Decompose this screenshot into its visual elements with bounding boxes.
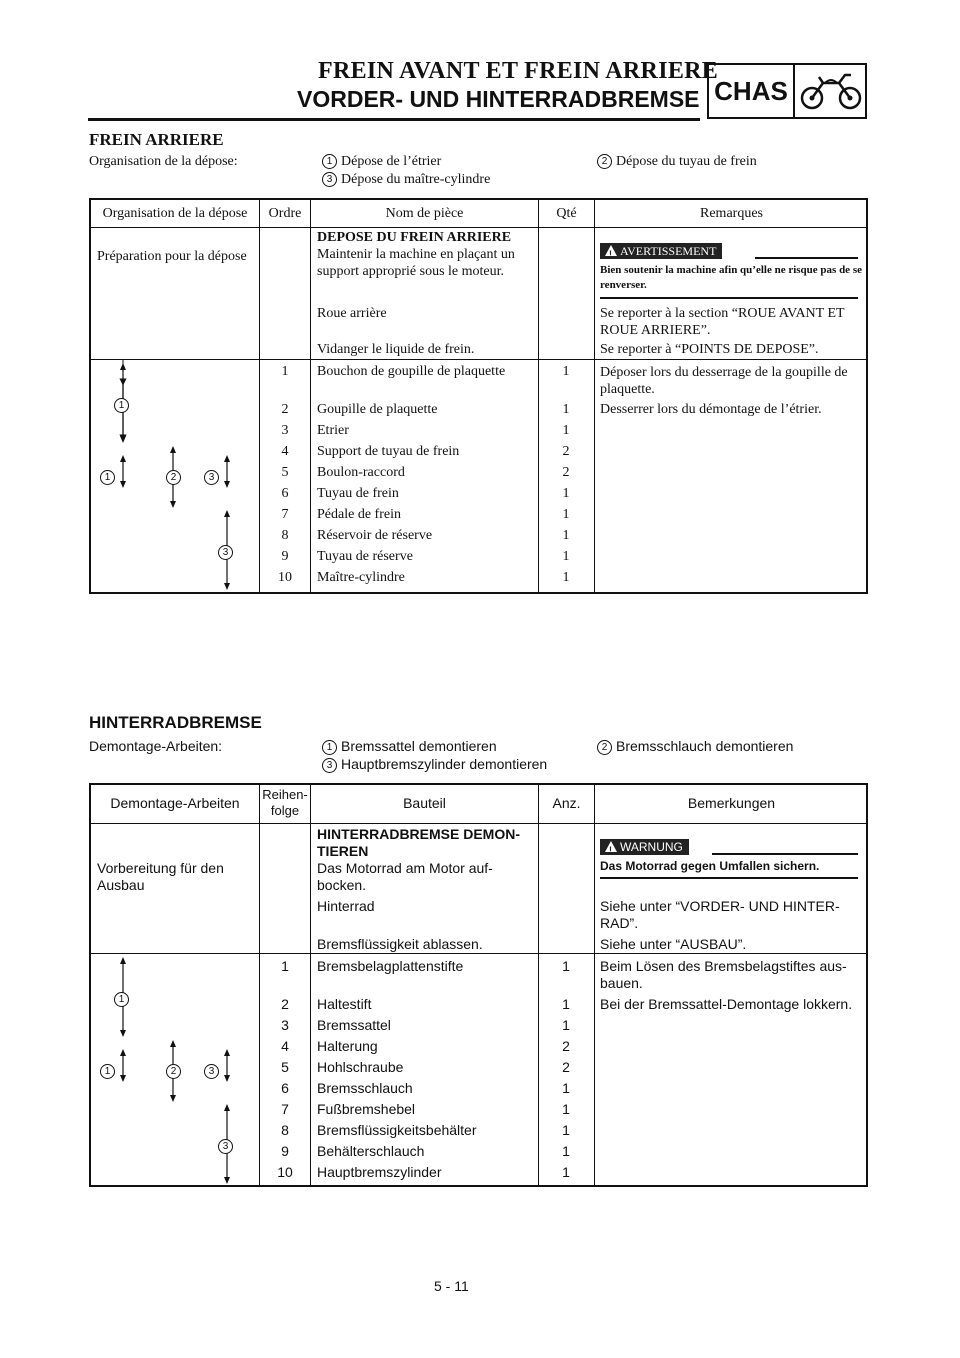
table-row: 6 Tuyau de frein 1 [281,486,570,501]
step-number: 1 [322,740,337,755]
group-number: 1 [114,992,129,1007]
motorcycle-icon [799,71,863,111]
prep-item: Maintenir la machine en plaçant un support approprié sous le moteur. [317,247,515,279]
prep-item: Hinterrad [317,898,375,914]
table-row: 7 Pédale de frein 1 [281,507,570,522]
table-row: 4 Halterung 2 [281,1038,570,1054]
table-row: 5 Hohlschraube 2 [281,1059,570,1075]
warning-text: Bien soutenir la machine afin qu’elle ne risque pas de se renverser. [600,264,862,291]
prep-label: Préparation pour la dépose [97,249,247,264]
warning-rule [600,877,858,879]
warning-badge: ! AVERTISSEMENT [600,243,722,259]
group-number: 3 [218,1139,233,1154]
removal-table-german [89,783,868,1187]
group-number: 1 [114,398,129,413]
remark: Siehe unter “AUSBAU”. [600,936,747,952]
step-number: 3 [322,758,337,773]
step-1-german: 1 Bremssattel demontieren [322,738,497,755]
warning-rule [712,853,858,855]
column-header: Nom de pièce [385,206,464,221]
step-1-french: 1 Dépose de l’étrier [322,154,441,170]
group-number: 3 [204,1064,219,1079]
intro-label-german: Demontage-Arbeiten: [89,738,223,754]
page-number: 5 - 11 [434,1278,469,1294]
table-row: 10 Maître-cylindre 1 [278,570,570,585]
group-number: 1 [100,1064,115,1079]
group-number: 2 [166,1064,181,1079]
column-header: Ordre [268,206,302,221]
page-title-german: VORDER- UND HINTERRADBREMSE [297,86,700,112]
table-row: 8 Bremsflüssigkeitsbehälter 1 [281,1122,570,1138]
warning-badge: ! WARNUNG [600,839,689,855]
table-row: 9 Tuyau de réserve 1 [281,549,570,564]
step-3-french: 3 Dépose du maître-cylindre [322,172,490,188]
chassis-badge-label: CHAS [714,76,788,106]
column-header: Bauteil [403,795,446,811]
table-row: 8 Réservoir de réserve 1 [281,528,570,543]
prep-label: Vorbereitung für den Ausbau [97,860,224,893]
prep-heading: DEPOSE DU FREIN ARRIERE [317,230,512,245]
prep-item: Das Motorrad am Motor auf- bocken. [317,860,493,893]
warning-icon [605,245,617,256]
table-row: 1 Bouchon de goupille de plaquette 1 [281,364,570,379]
prep-item: Vidanger le liquide de frein. [317,342,475,357]
prep-item: Bremsflüssigkeit ablassen. [317,936,483,952]
table-row: 10 Hauptbremszylinder 1 [277,1164,570,1180]
table-row: 1 Bremsbelagplattenstifte 1 [281,958,570,974]
remark: Déposer lors du desserrage de la goupille de plaquette. [600,365,848,397]
warning-rule [600,297,858,299]
remark: Se reporter à la section “ROUE AVANT ET ROUE ARRIERE”. [600,306,845,338]
intro-label-french: Organisation de la dépose: [89,154,238,169]
table-row: 9 Behälterschlauch 1 [281,1143,570,1159]
group-number: 1 [100,470,115,485]
chassis-badge [707,63,867,119]
step-number: 1 [322,154,337,169]
step-2-french: 2 Dépose du tuyau de frein [597,154,757,170]
column-header: Demontage-Arbeiten [110,795,240,811]
step-number: 2 [597,740,612,755]
column-header: Bemerkungen [687,795,776,811]
column-header: Qté [556,206,577,221]
table-row: 5 Boulon-raccord 2 [281,465,570,480]
step-number: 3 [322,172,337,187]
section-title-german: HINTERRADBREMSE [89,713,262,732]
column-header: Anz. [552,795,581,811]
prep-item: Roue arrière [317,306,387,321]
prep-heading: HINTERRADBREMSE DEMON- TIEREN [317,826,520,859]
remark: Se reporter à “POINTS DE DEPOSE”. [600,342,819,357]
table-row: 4 Support de tuyau de frein 2 [281,444,570,459]
table-row: 2 Goupille de plaquette 1 Desserrer lors du démontage de l’étrier. [281,402,822,417]
remark: Beim Lösen des Bremsbelagstiftes aus- bauen. [600,958,847,991]
badge-divider [793,65,795,117]
step-3-german: 3 Hauptbremszylinder demontieren [322,756,547,773]
column-header: Reihen- folge [262,787,308,818]
group-number: 3 [204,470,219,485]
table-row: 3 Bremssattel 1 [281,1017,570,1033]
warning-icon [605,841,617,852]
removal-table-french [89,198,868,594]
warning-text: Das Motorrad gegen Umfallen sichern. [600,859,820,873]
column-header: Remarques [700,206,763,221]
table-row: 7 Fußbremshebel 1 [281,1101,570,1117]
table-row: 6 Bremsschlauch 1 [281,1080,570,1096]
warning-rule [755,257,858,259]
group-number: 3 [218,545,233,560]
page-title-french: FREIN AVANT ET FREIN ARRIERE [318,58,719,84]
table-row: 3 Etrier 1 [281,423,570,438]
section-title-french: FREIN ARRIERE [89,130,224,149]
step-2-german: 2 Bremsschlauch demontieren [597,738,793,755]
step-number: 2 [597,154,612,169]
table-row: 2 Haltestift 1 Bei der Bremssattel-Demontage lokkern. [281,996,853,1012]
header-rule [88,118,700,121]
column-header: Organisation de la dépose [102,206,248,221]
group-number: 2 [166,470,181,485]
remark: Siehe unter “VORDER- UND HINTER- RAD”. [600,898,840,931]
